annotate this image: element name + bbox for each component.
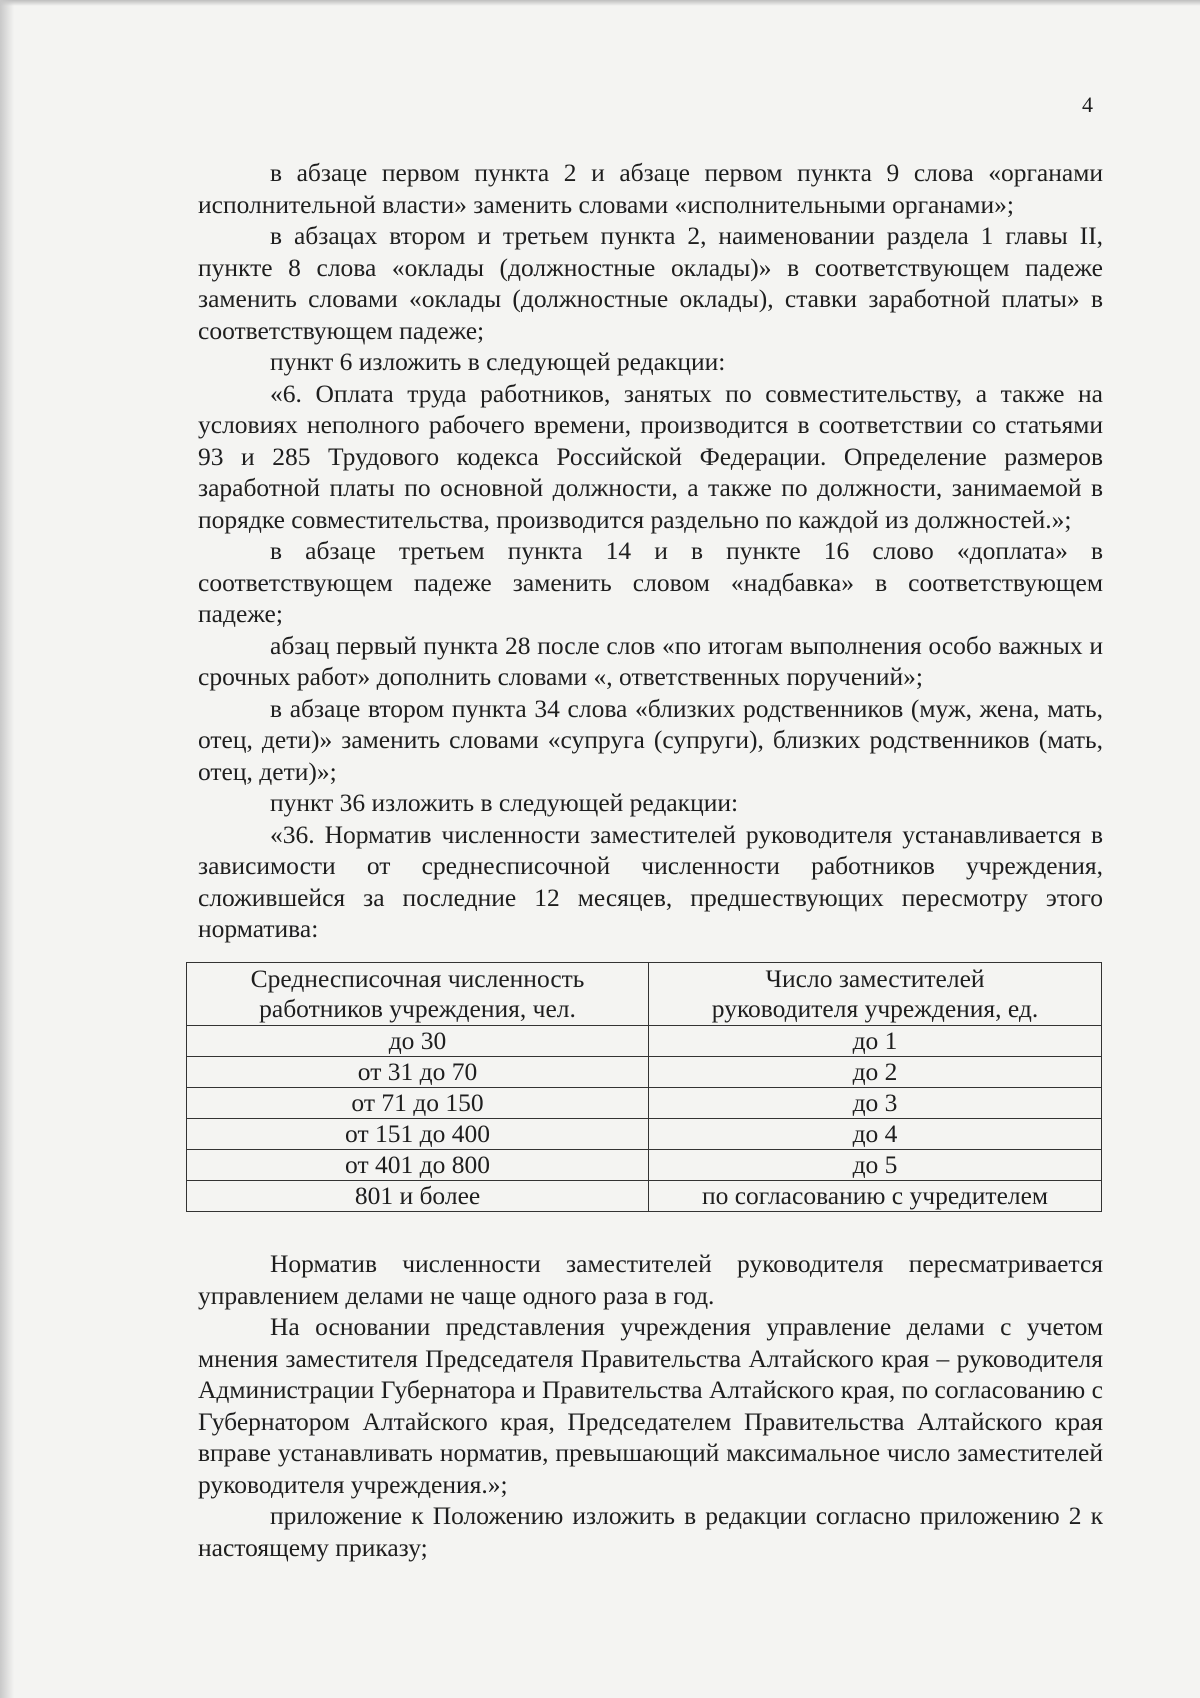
scan-edge-top <box>0 0 1200 6</box>
table-cell: до 2 <box>649 1057 1102 1088</box>
paragraph: пункт 6 изложить в следующей редакции: <box>270 347 726 376</box>
table-header-cell <box>187 963 649 1026</box>
amendments-text-top <box>198 157 1103 945</box>
table-cell: до 4 <box>649 1119 1102 1150</box>
paragraph: в абзаце первом пункта 2 и абзаце первом пункта 9 слова «органами исполнительной власти» заменить словами «исполнительными органами»; <box>198 158 1103 219</box>
table-cell: до 30 <box>187 1026 649 1057</box>
amendments-text-bottom <box>198 1248 1103 1563</box>
header-line: Среднесписочная численность <box>250 964 585 993</box>
table-row <box>187 1150 1102 1181</box>
paragraph: в абзацах втором и третьем пункта 2, наименовании раздела 1 главы II, пункте 8 слова «оклады (должностные оклады)» в соответствующем падеже заменить словами «оклады (должностные оклады), ставки заработной платы» в соответствующем падеже; <box>198 221 1103 345</box>
table-header-cell <box>649 963 1102 1026</box>
table-row <box>187 1026 1102 1057</box>
header-line: руководителя учреждения, ед. <box>711 994 1039 1023</box>
deputy-norm-table <box>186 962 1102 1212</box>
table-cell: от 401 до 800 <box>187 1150 649 1181</box>
table-cell: до 3 <box>649 1088 1102 1119</box>
table-cell: до 5 <box>649 1150 1102 1181</box>
table-header-row <box>187 963 1102 1026</box>
table-row <box>187 1057 1102 1088</box>
table-cell: по согласованию с учредителем <box>649 1181 1102 1212</box>
scan-edge-left <box>0 0 14 1698</box>
paragraph: «6. Оплата труда работников, занятых по совместительству, а также на условиях неполного рабочего времени, производится в соответствии со статьями 93 и 285 Трудового кодекса Российской Федерации. Определение размеров заработной платы по основной должности, а также по должности, занимаемой в порядке совместительства, производится раздельно по каждой из должностей.»; <box>198 378 1103 534</box>
table-cell: 801 и более <box>187 1181 649 1212</box>
table-cell: от 151 до 400 <box>187 1119 649 1150</box>
header-line: работников учреждения, чел. <box>259 994 576 1023</box>
table-cell: от 31 до 70 <box>187 1057 649 1088</box>
paragraph: в абзаце втором пункта 34 слова «близких родственников (муж, жена, мать, отец, дети)» заменить словами «супруга (супруги), близких родственников (мать, отец, дети)»; <box>198 693 1103 786</box>
paragraph: приложение к Положению изложить в редакции согласно приложению 2 к настоящему приказу; <box>198 1501 1103 1562</box>
paragraph: Норматив численности заместителей руководителя пересматривается управлением делами не чаще одного раза в год. <box>198 1249 1103 1310</box>
header-line: Число заместителей <box>765 964 985 993</box>
paragraph: пункт 36 изложить в следующей редакции: <box>270 788 739 817</box>
table-row <box>187 1119 1102 1150</box>
paragraph: «36. Норматив численности заместителей руководителя устанавливается в зависимости от среднесписочной численности работников учреждения, сложившейся за последние 12 месяцев, предшествующих пересмотру этого норматива: <box>198 819 1103 943</box>
paragraph: абзац первый пункта 28 после слов «по итогам выполнения особо важных и срочных работ» дополнить словами «, ответственных поручений»; <box>198 630 1103 691</box>
table-row <box>187 1181 1102 1212</box>
paragraph: в абзаце третьем пункта 14 и в пункте 16 слово «доплата» в соответствующем падеже заменить словом «надбавка» в соответствующем падеже; <box>198 536 1103 628</box>
table-row <box>187 1088 1102 1119</box>
table-cell: до 1 <box>649 1026 1102 1057</box>
paragraph: На основании представления учреждения управление делами с учетом мнения заместителя Председателя Правительства Алтайского края – руководителя Администрации Губернатора и Правительства Алтайского края, по согласованию с Губернатором Алтайского края, Председателем Правительства Алтайского края вправе устанавливать норматив, превышающий максимальное число заместителей руководителя учреждения.»; <box>198 1312 1103 1499</box>
page-number: 4 <box>1082 92 1093 117</box>
table-cell: от 71 до 150 <box>187 1088 649 1119</box>
